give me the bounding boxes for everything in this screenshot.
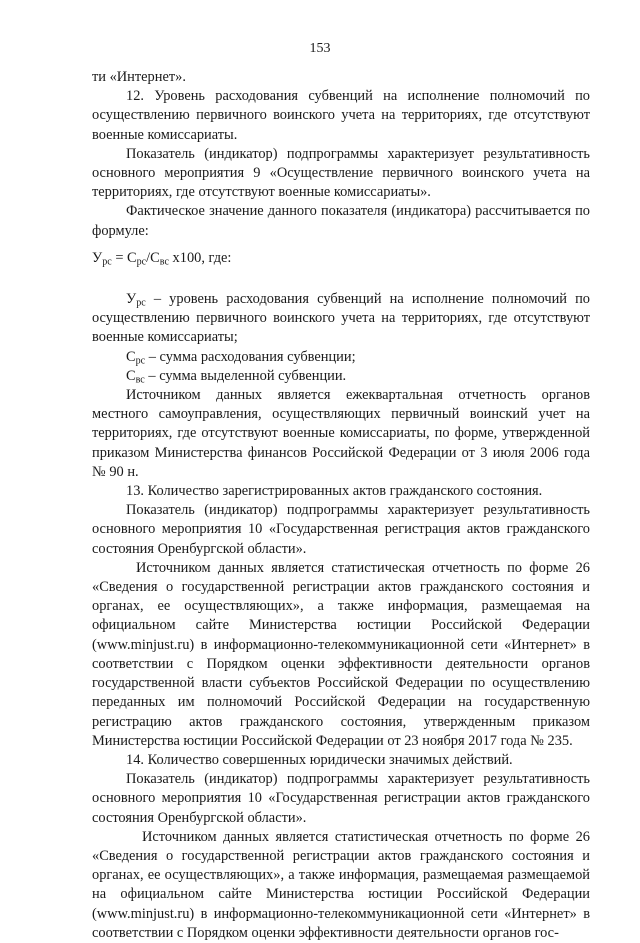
definition-ur-text: – уровень расходования субвенций на исполнение полномочий по осуществлению первичного воинского учета на территориях, где отсутствуют военные комиссариаты; <box>92 291 590 346</box>
paragraph-data-source-2: Источником данных является статистическая отчетность по форме 26 «Сведения о государственной регистрации актов гражданского состояния и органах, ее осуществляющих», а также информация, размещаемая на официальном сайте Министерства юстиции Российской Федерации (www.minjust.ru) в информационно-телекоммуникационной сети «Интернет» в соответствии с Порядком оценки эффективности деятельности органов государственной власти субъектов Российской Федерации по осуществлению переданных им полномочий Российской Федерации на государственную регистрацию актов гражданского состояния, утвержденным приказом Министерства юстиции Российской Федерации от 23 ноября 2017 года № 235. <box>92 559 590 749</box>
formula-cv-sub: вс <box>159 256 169 268</box>
definition-ur-symbol: У <box>126 291 137 308</box>
definition-cr-sub: рс <box>135 355 146 367</box>
definition-cr <box>92 348 590 367</box>
paragraph-indicator-10b: Показатель (индикатор) подпрограммы характеризует результативность основного мероприятия 10 «Государственная регистрации актов гражданского состояния Оренбургской области». <box>92 771 590 826</box>
paragraph-data-source-1: Источником данных является ежеквартальная отчетность органов местного самоуправления, осуществляющих первичный воинский учет на территориях, где отсутствуют военные комиссариаты, по форме, утвержденной приказом Министерства финансов Российской Федерации от 3 июля 2006 года № 90 н. <box>92 387 590 480</box>
formula-ur-sub: рс <box>102 256 112 268</box>
formula-equals: = <box>111 249 128 266</box>
definition-cv <box>92 367 590 386</box>
definition-ur <box>92 290 590 348</box>
definition-cr-text: – сумма расходования субвенции; <box>145 348 356 365</box>
definition-ur-sub: рс <box>136 297 146 309</box>
paragraph-item-12: 12. Уровень расходования субвенций на исполнение полномочий по осуществлению первичного воинского учета на территориях, где отсутствуют военные комиссариаты. <box>92 88 590 143</box>
formula-cr: С <box>127 249 137 266</box>
formula-slash: / <box>146 249 151 266</box>
paragraph-item-13: 13. Количество зарегистрированных актов гражданского состояния. <box>126 483 543 500</box>
paragraph-data-source-3: Источником данных является статистическая отчетность по форме 26 «Сведения о государственной регистрации актов гражданского состояния и органах, ее осуществляющих», а также информация, размещаемая размещаемой на официальном сайте Министерства юстиции Российской Федерации (www.minjust.ru) в информационно-телекоммуникационной сети «Интернет» в соответствии с Порядком оценки эффективности деятельности органов гос- <box>92 828 590 941</box>
formula-tail: х100, где: <box>168 249 232 266</box>
formula <box>92 249 590 268</box>
page-number: 153 <box>309 41 331 56</box>
paragraph-indicator-9: Показатель (индикатор) подпрограммы характеризует результативность основного мероприятия 9 «Осуществление первичного воинского учета на территориях, где отсутствуют военные комиссариаты». <box>92 145 590 201</box>
definition-cv-text: – сумма выделенной субвенции. <box>144 367 347 384</box>
formula-cr-sub: рс <box>136 256 147 268</box>
paragraph-formula-intro: Фактическое значение данного показателя (индикатора) рассчитывается по формуле: <box>92 203 590 239</box>
paragraph-continuation: ти «Интернет». <box>92 69 186 85</box>
formula-cv: С <box>150 249 160 266</box>
definition-cv-symbol: С <box>126 367 136 384</box>
paragraph-item-14: 14. Количество совершенных юридически значимых действий. <box>126 751 513 768</box>
formula-ur: У <box>92 249 103 266</box>
definition-cr-symbol: С <box>126 348 136 365</box>
paragraph-indicator-10: Показатель (индикатор) подпрограммы характеризует результативность основного мероприятия 10 «Государственная регистрация актов гражданского состояния Оренбургской области». <box>92 502 590 557</box>
definition-cv-sub: вс <box>135 374 145 386</box>
document-body <box>92 68 590 943</box>
